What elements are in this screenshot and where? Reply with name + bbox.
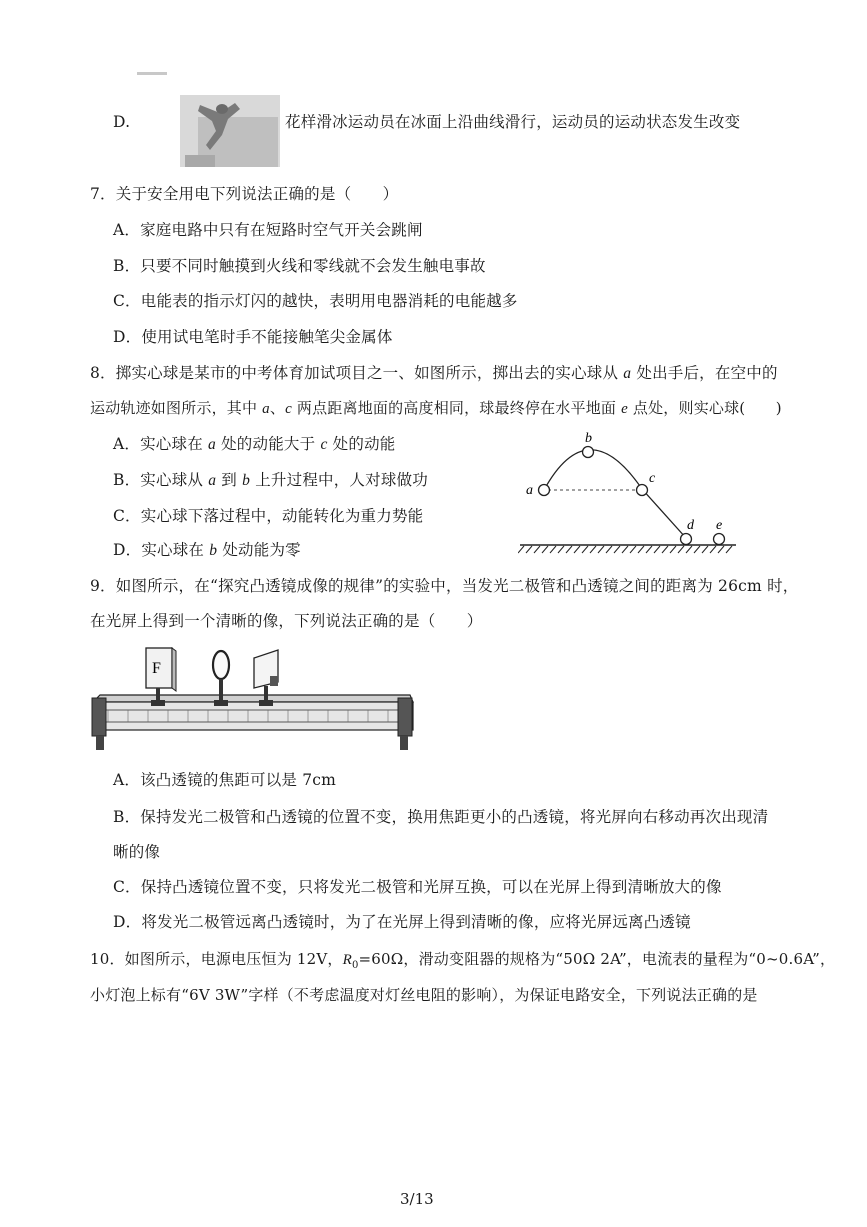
q7-option-a: A．家庭电路中只有在短路时空气开关会跳闸 — [113, 221, 423, 239]
q10-stem-line2: 小灯泡上标有“6V 3W”字样（不考虑温度对灯丝电阻的影响），为保证电路安全，下列说法正确的是 — [90, 986, 758, 1004]
q9-option-d: D．将发光二极管远离凸透镜时，为了在光屏上得到清晰的像，应将光屏远离凸透镜 — [113, 913, 691, 931]
q8-option-a: A．实心球在 a 处的动能大于 c 处的动能 — [113, 435, 396, 453]
label-d: d — [687, 518, 694, 533]
q9-stem-line2: 在光屏上得到一个清晰的像，下列说法正确的是（ ） — [90, 612, 483, 630]
q8-option-d: D．实心球在 b 处动能为零 — [113, 541, 301, 559]
q8-stem-line2: 运动轨迹如图所示，其中 a、c 两点距离地面的高度相同，球最终停在水平地面 e 点处，则实心球( ) — [90, 399, 782, 417]
label-a: a — [526, 483, 533, 498]
ball-trajectory-figure — [518, 430, 740, 555]
q7-option-b: B．只要不同时触摸到火线和零线就不会发生触电事故 — [113, 257, 486, 275]
ball-e — [714, 534, 725, 545]
optical-bench-figure — [88, 640, 418, 755]
q7-option-d: D．使用试电笔时手不能接触笔尖金属体 — [113, 328, 393, 346]
label-c: c — [649, 471, 656, 486]
q10-stem-line1: 10．如图所示，电源电压恒为 12V，$R_0=60\Omega$，滑动变阻器的规格为“50Ω 2A”，电流表的量程为“0~0.6A”， — [90, 950, 836, 971]
q8-option-b: B．实心球从 a 到 b 上升过程中，人对球做功 — [113, 471, 428, 489]
ball-d — [681, 534, 692, 545]
q7-stem: 7．关于安全用电下列说法正确的是（ ） — [90, 185, 399, 203]
q7-option-c: C．电能表的指示灯闪的越快，表明用电器消耗的电能越多 — [113, 292, 518, 310]
q9-option-b: B．保持发光二极管和凸透镜的位置不变，换用焦距更小的凸透镜，将光屏向右移动再次出现清 — [113, 808, 769, 826]
q6-option-d-text: 花样滑冰运动员在冰面上沿曲线滑行，运动员的运动状态发生改变 — [285, 113, 741, 131]
q6-option-d-label: D. — [113, 113, 131, 131]
figure-skater-photo — [180, 95, 280, 167]
q8-stem-line1: 8．掷实心球是某市的中考体育加试项目之一、如图所示，掷出去的实心球从 a 处出手后，在空中的 — [90, 364, 778, 382]
scan-mark — [137, 72, 167, 75]
page-number: 3/13 — [400, 1190, 434, 1208]
label-e: e — [716, 518, 723, 533]
q9-stem-line1: 9．如图所示，在“探究凸透镜成像的规律”的实验中，当发光二极管和凸透镜之间的距离为 26cm 时， — [90, 577, 799, 595]
ball-c — [637, 485, 648, 496]
source-letter: F — [152, 660, 161, 677]
q9-option-b-cont: 晰的像 — [113, 843, 161, 861]
label-b: b — [585, 431, 592, 446]
ball-b — [583, 447, 594, 458]
q9-option-a: A．该凸透镜的焦距可以是 7cm — [113, 771, 337, 789]
q8-option-c: C．实心球下落过程中，动能转化为重力势能 — [113, 507, 424, 525]
ball-a — [539, 485, 550, 496]
q9-option-c: C．保持凸透镜位置不变，只将发光二极管和光屏互换，可以在光屏上得到清晰放大的像 — [113, 878, 722, 896]
